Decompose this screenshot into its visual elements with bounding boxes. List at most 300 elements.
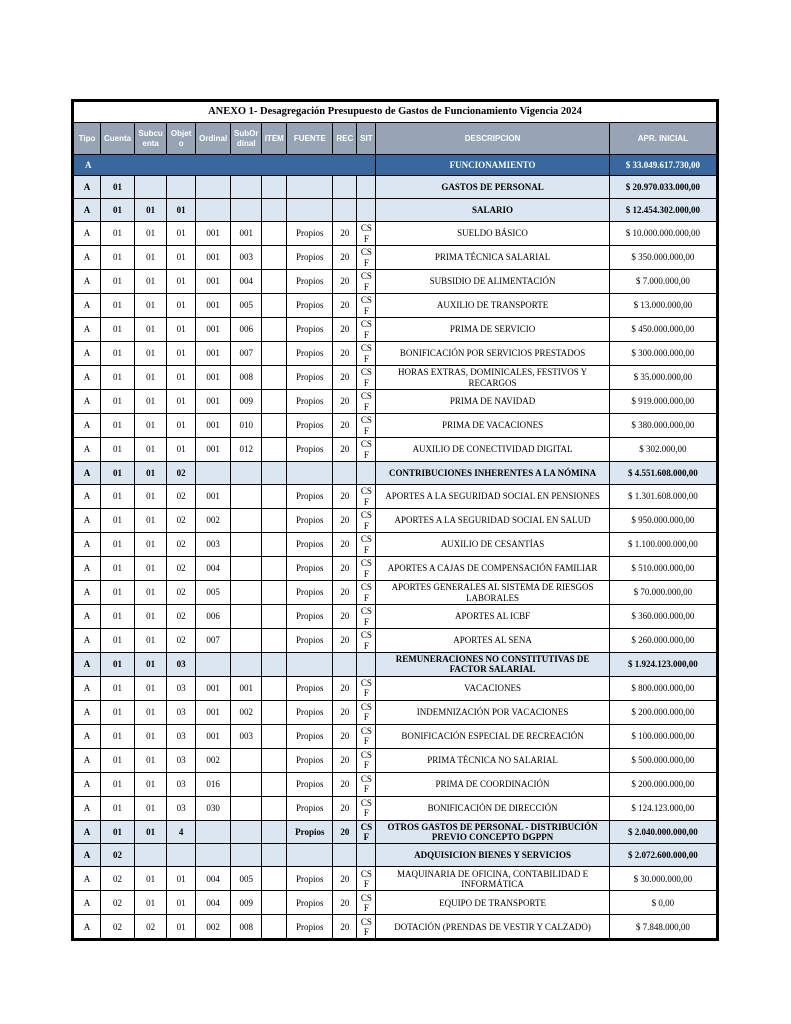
cell-objeto: 02 (167, 533, 196, 557)
cell-subcuenta: 01 (135, 342, 167, 366)
cell-subordinal (231, 629, 262, 653)
cell-apr-inicial: $ 1.924.123.000,00 (609, 653, 717, 677)
cell-subcuenta: 01 (135, 533, 167, 557)
cell-subordinal (231, 653, 262, 677)
cell-ordinal: 002 (196, 509, 231, 533)
cell-subordinal: 010 (231, 414, 262, 438)
cell-apr-inicial: $ 100.000.000,00 (609, 724, 717, 748)
cell-item (262, 700, 287, 724)
cell-fuente (287, 462, 333, 485)
cell-item (262, 533, 287, 557)
cell-cuenta: 01 (101, 724, 135, 748)
cell-item (262, 820, 287, 844)
cell-descripcion: INDEMNIZACIÓN POR VACACIONES (376, 700, 609, 724)
cell-apr-inicial: $ 1.100.000.000,00 (609, 533, 717, 557)
cell-ordinal: 004 (196, 867, 231, 891)
cell-apr-inicial: $ 124.123.000,00 (609, 796, 717, 820)
cell-rec: 20 (333, 366, 357, 390)
table-row (73, 318, 718, 342)
cell-subcuenta: 01 (135, 414, 167, 438)
cell-fuente: Propios (287, 366, 333, 390)
table-row (73, 629, 718, 653)
cell-cuenta: 01 (101, 748, 135, 772)
cell-ordinal: 001 (196, 438, 231, 462)
cell-sit: CSF (357, 294, 376, 318)
cell-sit: CSF (357, 820, 376, 844)
table-row (73, 915, 718, 940)
cell-sit: CSF (357, 509, 376, 533)
table-row (73, 509, 718, 533)
cell-subcuenta: 01 (135, 462, 167, 485)
cell-objeto: 01 (167, 891, 196, 915)
cell-subcuenta: 01 (135, 581, 167, 605)
cell-sit: CSF (357, 390, 376, 414)
cell-fuente: Propios (287, 867, 333, 891)
table-row (73, 342, 718, 366)
cell-rec: 20 (333, 557, 357, 581)
cell-cuenta: 01 (101, 653, 135, 677)
cell-descripcion: CONTRIBUCIONES INHERENTES A LA NÓMINA (376, 462, 609, 485)
table-row (73, 462, 718, 485)
cell-cuenta: 01 (101, 438, 135, 462)
cell-item (262, 676, 287, 700)
cell-descripcion: BONIFICACIÓN DE DIRECCIÓN (376, 796, 609, 820)
cell-sit: CSF (357, 748, 376, 772)
cell-apr-inicial: $ 35.000.000,00 (609, 366, 717, 390)
cell-sit: CSF (357, 318, 376, 342)
table-row (73, 414, 718, 438)
table-row (73, 390, 718, 414)
cell-descripcion: APORTES A CAJAS DE COMPENSACIÓN FAMILIAR (376, 557, 609, 581)
cell-apr-inicial: $ 380.000.000,00 (609, 414, 717, 438)
cell-subcuenta: 01 (135, 509, 167, 533)
cell-cuenta: 01 (101, 509, 135, 533)
cell-rec: 20 (333, 246, 357, 270)
cell-sit (357, 653, 376, 677)
cell-descripcion: SUELDO BÁSICO (376, 222, 609, 246)
cell-apr-inicial: $ 0,00 (609, 891, 717, 915)
cell-objeto: 02 (167, 485, 196, 509)
cell-subcuenta: 01 (135, 318, 167, 342)
cell-subcuenta: 01 (135, 557, 167, 581)
cell-ordinal: 006 (196, 605, 231, 629)
cell-subordinal (231, 844, 262, 867)
cell-ordinal: 004 (196, 557, 231, 581)
cell-fuente: Propios (287, 318, 333, 342)
cell-fuente: Propios (287, 676, 333, 700)
cell-descripcion: PRIMA DE COORDINACIÓN (376, 772, 609, 796)
cell-item (262, 390, 287, 414)
cell-descripcion: PRIMA DE SERVICIO (376, 318, 609, 342)
cell-subordinal (231, 509, 262, 533)
cell-descripcion: EQUIPO DE TRANSPORTE (376, 891, 609, 915)
cell-item (262, 222, 287, 246)
cell-objeto (167, 844, 196, 867)
cell-subordinal: 001 (231, 676, 262, 700)
cell-ordinal: 016 (196, 772, 231, 796)
cell-sit (357, 844, 376, 867)
cell-apr-inicial: $ 350.000.000,00 (609, 246, 717, 270)
cell-tipo: A (73, 915, 101, 940)
column-header-tipo: Tipo (73, 123, 101, 155)
cell-subcuenta: 01 (135, 629, 167, 653)
cell-subcuenta: 01 (135, 605, 167, 629)
cell-descripcion: AUXILIO DE CESANTÍAS (376, 533, 609, 557)
cell-fuente: Propios (287, 724, 333, 748)
cell-ordinal (196, 653, 231, 677)
cell-fuente: Propios (287, 294, 333, 318)
cell-sit: CSF (357, 605, 376, 629)
cell-rec: 20 (333, 414, 357, 438)
cell-ordinal: 001 (196, 414, 231, 438)
cell-cuenta: 01 (101, 605, 135, 629)
cell-item (262, 891, 287, 915)
table-row (73, 246, 718, 270)
table-row (73, 533, 718, 557)
cell-sit: CSF (357, 366, 376, 390)
cell-fuente: Propios (287, 748, 333, 772)
cell-fuente: Propios (287, 557, 333, 581)
cell-objeto: 02 (167, 557, 196, 581)
cell-cuenta: 01 (101, 390, 135, 414)
cell-fuente: Propios (287, 533, 333, 557)
cell-sit: CSF (357, 796, 376, 820)
cell-objeto: 03 (167, 772, 196, 796)
cell-rec (333, 653, 357, 677)
cell-objeto: 01 (167, 199, 196, 222)
cell-rec: 20 (333, 605, 357, 629)
cell-subordinal (231, 581, 262, 605)
cell-subordinal: 009 (231, 891, 262, 915)
column-header-subordinal: SubOrdinal (231, 123, 262, 155)
cell-fuente: Propios (287, 222, 333, 246)
cell-sit: CSF (357, 438, 376, 462)
cell-rec: 20 (333, 629, 357, 653)
cell-sit: CSF (357, 533, 376, 557)
cell-tipo: A (73, 557, 101, 581)
cell-objeto: 02 (167, 509, 196, 533)
cell-item (262, 485, 287, 509)
cell-descripcion: PRIMA DE VACACIONES (376, 414, 609, 438)
cell-rec: 20 (333, 676, 357, 700)
cell-subcuenta: 01 (135, 820, 167, 844)
cell-apr-inicial: $ 7.000.000,00 (609, 270, 717, 294)
cell-tipo: A (73, 867, 101, 891)
cell-item (262, 509, 287, 533)
cell-fuente (287, 653, 333, 677)
cell-ordinal: 001 (196, 318, 231, 342)
table-row (73, 748, 718, 772)
table-row (73, 155, 718, 176)
cell-tipo: A (73, 820, 101, 844)
cell-sit: CSF (357, 485, 376, 509)
cell-fuente (287, 844, 333, 867)
cell-rec (333, 844, 357, 867)
cell-tipo: A (73, 318, 101, 342)
cell-rec: 20 (333, 700, 357, 724)
cell-subordinal: 004 (231, 270, 262, 294)
cell-objeto: 03 (167, 653, 196, 677)
budget-annex-sheet (71, 99, 719, 941)
column-header-cuenta: Cuenta (101, 123, 135, 155)
cell-tipo: A (73, 533, 101, 557)
column-header-ordinal: Ordinal (196, 123, 231, 155)
cell-subcuenta: 01 (135, 390, 167, 414)
cell-tipo: A (73, 653, 101, 677)
cell-cuenta: 01 (101, 246, 135, 270)
cell-tipo: A (73, 605, 101, 629)
cell-sit: CSF (357, 414, 376, 438)
cell-item (262, 366, 287, 390)
cell-tipo: A (73, 366, 101, 390)
cell-apr-inicial: $ 360.000.000,00 (609, 605, 717, 629)
cell-cuenta: 01 (101, 581, 135, 605)
cell-item (262, 772, 287, 796)
cell-descripcion: ADQUISICION BIENES Y SERVICIOS (376, 844, 609, 867)
cell-subordinal (231, 485, 262, 509)
cell-objeto: 4 (167, 820, 196, 844)
cell-descripcion: PRIMA TÉCNICA NO SALARIAL (376, 748, 609, 772)
cell-ordinal: 001 (196, 485, 231, 509)
cell-sit (357, 462, 376, 485)
cell-rec (333, 199, 357, 222)
cell-subcuenta (135, 176, 167, 199)
cell-subcuenta: 01 (135, 294, 167, 318)
table-row (73, 844, 718, 867)
cell-descripcion: GASTOS DE PERSONAL (376, 176, 609, 199)
cell-fuente: Propios (287, 772, 333, 796)
budget-table (71, 99, 719, 941)
cell-objeto: 01 (167, 294, 196, 318)
cell-ordinal: 001 (196, 390, 231, 414)
cell-cuenta: 01 (101, 462, 135, 485)
cell-cuenta: 01 (101, 820, 135, 844)
cell-item (262, 915, 287, 940)
cell-item (262, 653, 287, 677)
cell-fuente: Propios (287, 796, 333, 820)
column-header-descripcion: DESCRIPCION (376, 123, 609, 155)
cell-rec: 20 (333, 796, 357, 820)
cell-cuenta: 02 (101, 867, 135, 891)
cell-objeto: 02 (167, 605, 196, 629)
cell-rec: 20 (333, 867, 357, 891)
cell-sit: CSF (357, 700, 376, 724)
title-row (73, 101, 718, 123)
cell-subordinal: 007 (231, 342, 262, 366)
cell-objeto: 02 (167, 581, 196, 605)
cell-ordinal (196, 820, 231, 844)
cell-fuente: Propios (287, 891, 333, 915)
cell-subordinal: 001 (231, 222, 262, 246)
cell-sit: CSF (357, 246, 376, 270)
cell-rec: 20 (333, 294, 357, 318)
cell-cuenta: 01 (101, 772, 135, 796)
table-row (73, 270, 718, 294)
cell-sit: CSF (357, 676, 376, 700)
table-row (73, 199, 718, 222)
cell-item (262, 605, 287, 629)
cell-apr-inicial: $ 10.000.000.000,00 (609, 222, 717, 246)
cell-tipo: A (73, 509, 101, 533)
cell-subordinal: 002 (231, 700, 262, 724)
cell-sit (357, 199, 376, 222)
cell-fuente: Propios (287, 700, 333, 724)
cell-apr-inicial: $ 1.301.608.000,00 (609, 485, 717, 509)
column-header-rec: REC (333, 123, 357, 155)
cell-tipo: A (73, 796, 101, 820)
cell-objeto: 01 (167, 246, 196, 270)
table-row (73, 772, 718, 796)
cell-item (262, 199, 287, 222)
cell-subcuenta: 01 (135, 199, 167, 222)
cell-tipo: A (73, 246, 101, 270)
cell-ordinal (196, 199, 231, 222)
cell-descripcion: BONIFICACIÓN ESPECIAL DE RECREACIÓN (376, 724, 609, 748)
cell-subcuenta: 01 (135, 222, 167, 246)
table-row (73, 700, 718, 724)
cell-ordinal (196, 176, 231, 199)
cell-cuenta: 02 (101, 915, 135, 940)
cell-item (262, 294, 287, 318)
cell-objeto: 03 (167, 748, 196, 772)
table-row (73, 605, 718, 629)
cell-subordinal (231, 820, 262, 844)
cell-subordinal: 012 (231, 438, 262, 462)
cell-objeto: 02 (167, 629, 196, 653)
cell-cuenta: 01 (101, 485, 135, 509)
cell-ordinal: 002 (196, 915, 231, 940)
table-row (73, 676, 718, 700)
cell-cuenta: 01 (101, 414, 135, 438)
column-header-sit: SIT (357, 123, 376, 155)
cell-subordinal: 008 (231, 366, 262, 390)
table-row (73, 581, 718, 605)
cell-objeto: 01 (167, 390, 196, 414)
cell-ordinal: 001 (196, 294, 231, 318)
table-title: ANEXO 1- Desagregación Presupuesto de Gastos de Funcionamiento Vigencia 2024 (73, 101, 718, 123)
cell-rec: 20 (333, 915, 357, 940)
cell-cuenta: 01 (101, 796, 135, 820)
cell-subcuenta: 01 (135, 653, 167, 677)
cell-fuente: Propios (287, 485, 333, 509)
cell-subordinal (231, 462, 262, 485)
cell-tipo: A (73, 724, 101, 748)
column-header-apr_inicial: APR. INICIAL (609, 123, 717, 155)
cell-descripcion: AUXILIO DE CONECTIVIDAD DIGITAL (376, 438, 609, 462)
cell-cuenta: 01 (101, 318, 135, 342)
cell-item (262, 867, 287, 891)
cell-objeto: 01 (167, 366, 196, 390)
cell-apr-inicial: $ 950.000.000,00 (609, 509, 717, 533)
cell-cuenta: 01 (101, 199, 135, 222)
cell-descripcion: AUXILIO DE TRANSPORTE (376, 294, 609, 318)
cell-cuenta: 01 (101, 366, 135, 390)
cell-apr-inicial: $ 800.000.000,00 (609, 676, 717, 700)
cell-rec: 20 (333, 342, 357, 366)
cell-item (262, 581, 287, 605)
cell-descripcion: SALARIO (376, 199, 609, 222)
cell-subcuenta: 01 (135, 485, 167, 509)
cell-cuenta: 01 (101, 676, 135, 700)
table-row (73, 653, 718, 677)
cell-rec: 20 (333, 390, 357, 414)
cell-apr-inicial: $ 300.000.000,00 (609, 342, 717, 366)
cell-tipo: A (73, 581, 101, 605)
table-row (73, 222, 718, 246)
cell-fuente: Propios (287, 820, 333, 844)
cell-descripcion: SUBSIDIO DE ALIMENTACIÓN (376, 270, 609, 294)
cell-subcuenta: 01 (135, 772, 167, 796)
cell-sit: CSF (357, 867, 376, 891)
cell-subcuenta: 01 (135, 366, 167, 390)
cell-subordinal (231, 533, 262, 557)
cell-fuente: Propios (287, 438, 333, 462)
header-row (73, 123, 718, 155)
cell-apr-inicial: $ 2.072.600.000,00 (609, 844, 717, 867)
cell-apr-inicial: $ 200.000.000,00 (609, 700, 717, 724)
cell-apr-inicial: $ 20.970.033.000,00 (609, 176, 717, 199)
cell-tipo: A (73, 485, 101, 509)
cell-apr-inicial: $ 33.049.617.730,00 (609, 155, 717, 176)
cell-subordinal: 009 (231, 390, 262, 414)
cell-descripcion: PRIMA TÉCNICA SALARIAL (376, 246, 609, 270)
cell-rec: 20 (333, 270, 357, 294)
cell-subcuenta (135, 844, 167, 867)
cell-ordinal: 002 (196, 748, 231, 772)
cell-descripcion: PRIMA DE NAVIDAD (376, 390, 609, 414)
cell-rec: 20 (333, 581, 357, 605)
cell-item (262, 724, 287, 748)
cell-tipo: A (73, 700, 101, 724)
cell-subcuenta: 01 (135, 700, 167, 724)
cell-subcuenta: 01 (135, 246, 167, 270)
cell-fuente: Propios (287, 605, 333, 629)
cell-apr-inicial: $ 500.000.000,00 (609, 748, 717, 772)
cell-tipo: A (73, 629, 101, 653)
cell-ordinal: 001 (196, 366, 231, 390)
cell-subcuenta: 01 (135, 748, 167, 772)
column-header-item: ITEM (262, 123, 287, 155)
cell-ordinal: 001 (196, 724, 231, 748)
cell-sit: CSF (357, 222, 376, 246)
cell-subordinal (231, 176, 262, 199)
table-row (73, 557, 718, 581)
cell-sit: CSF (357, 891, 376, 915)
cell-ordinal: 001 (196, 270, 231, 294)
cell-cuenta: 01 (101, 222, 135, 246)
cell-descripcion: HORAS EXTRAS, DOMINICALES, FESTIVOS Y RECARGOS (376, 366, 609, 390)
cell-cuenta: 01 (101, 270, 135, 294)
cell-rec: 20 (333, 485, 357, 509)
cell-subcuenta: 01 (135, 891, 167, 915)
cell-ordinal: 030 (196, 796, 231, 820)
cell-item (262, 176, 287, 199)
cell-rec: 20 (333, 891, 357, 915)
cell-subcuenta: 01 (135, 270, 167, 294)
table-body (73, 155, 718, 940)
cell-rec (333, 176, 357, 199)
cell-fuente: Propios (287, 629, 333, 653)
cell-rec: 20 (333, 438, 357, 462)
cell-subordinal: 003 (231, 724, 262, 748)
cell-tipo: A (73, 891, 101, 915)
cell-descripcion: VACACIONES (376, 676, 609, 700)
cell-subcuenta: 01 (135, 724, 167, 748)
cell-tipo: A (73, 462, 101, 485)
table-row (73, 176, 718, 199)
table-row (73, 366, 718, 390)
cell-rec: 20 (333, 509, 357, 533)
